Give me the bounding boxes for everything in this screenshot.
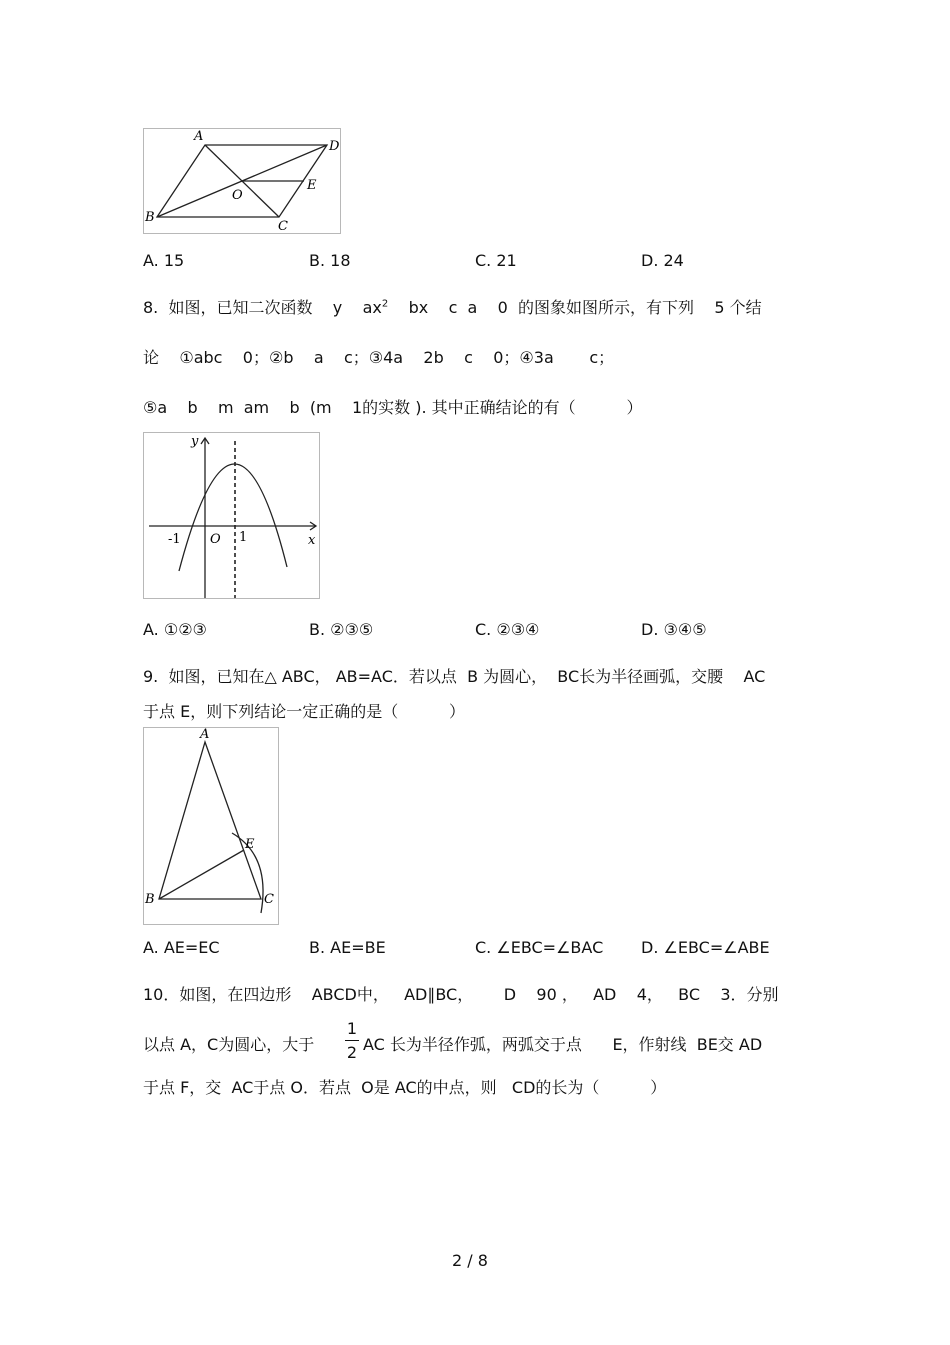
label-E: E (245, 837, 255, 852)
q9-option-d[interactable]: D. ∠EBC=∠ABE (641, 938, 770, 957)
q8-option-d[interactable]: D. ③④⑤ (641, 620, 707, 639)
label-B: B (145, 892, 155, 907)
parabola-graph (144, 433, 319, 598)
q9-option-b[interactable]: B. AE=BE (309, 938, 386, 957)
q9-option-a[interactable]: A. AE=EC (143, 938, 220, 957)
label-neg1: -1 (168, 532, 181, 547)
q8-question-line3: ⑤a b m am b (m 1的实数 ). 其中正确结论的有（ ） (143, 398, 643, 417)
label-D: D (329, 139, 340, 154)
label-y: y (191, 434, 199, 449)
q8-option-b[interactable]: B. ②③⑤ (309, 620, 374, 639)
q7-option-c[interactable]: C. 21 (475, 251, 517, 270)
label-C: C (278, 219, 288, 233)
q9-question-line2: 于点 E，则下列结论一定正确的是（ ） (143, 702, 466, 721)
label-1: 1 (239, 530, 248, 545)
q8-option-a[interactable]: A. ①②③ (143, 620, 207, 639)
q8-option-c[interactable]: C. ②③④ (475, 620, 540, 639)
q8-question-line1: 8. 如图，已知二次函数 y $ax^2$ bx c a 0 的图象如图所示，有下列 5 个结 (143, 298, 762, 317)
label-E: E (307, 178, 317, 193)
label-x: x (308, 533, 316, 548)
q9-figure (143, 727, 279, 925)
q10-question-line1: 10．如图，在四边形 ABCD中， AD∥BC， D 90 ， AD 4， BC 3．分别 (143, 985, 779, 1004)
q9-question-line1: 9. 如图，已知在△ ABC， AB=AC．若以点 B 为圆心， BC长为半径画弧，交腰 AC (143, 667, 766, 686)
q8-figure (143, 432, 320, 599)
page-number: 2 / 8 (452, 1251, 488, 1270)
q7-option-d[interactable]: D. 24 (641, 251, 684, 270)
fraction-denominator: 2 (346, 1043, 358, 1062)
triangle-arc-diagram (144, 728, 278, 924)
label-O: O (232, 188, 243, 203)
fraction-numerator: 1 (346, 1019, 358, 1038)
q9-option-c[interactable]: C. ∠EBC=∠BAC (475, 938, 604, 957)
parallelogram-diagram (144, 129, 340, 233)
q7-option-b[interactable]: B. 18 (309, 251, 351, 270)
q10-question-line2a: 以点 A，C为圆心，大于 (143, 1035, 315, 1054)
label-A: A (200, 728, 210, 742)
q10-question-line2b: AC 长为半径作弧，两弧交于点 E，作射线 BE交 AD (363, 1035, 763, 1054)
label-B: B (145, 210, 155, 225)
q8-question-line2: 论 ①abc 0；②b a c；③4a 2b c 0；④3a c； (143, 348, 615, 367)
q7-option-a[interactable]: A. 15 (143, 251, 185, 270)
label-A: A (194, 129, 204, 144)
q7-figure (143, 128, 341, 234)
label-C: C (264, 892, 274, 907)
q10-question-line3: 于点 F，交 AC于点 O．若点 O是 AC的中点，则 CD的长为（ ） (143, 1078, 667, 1097)
fraction-bar (345, 1040, 359, 1041)
label-origin: O (210, 532, 221, 547)
q10-fraction (345, 1019, 359, 1062)
